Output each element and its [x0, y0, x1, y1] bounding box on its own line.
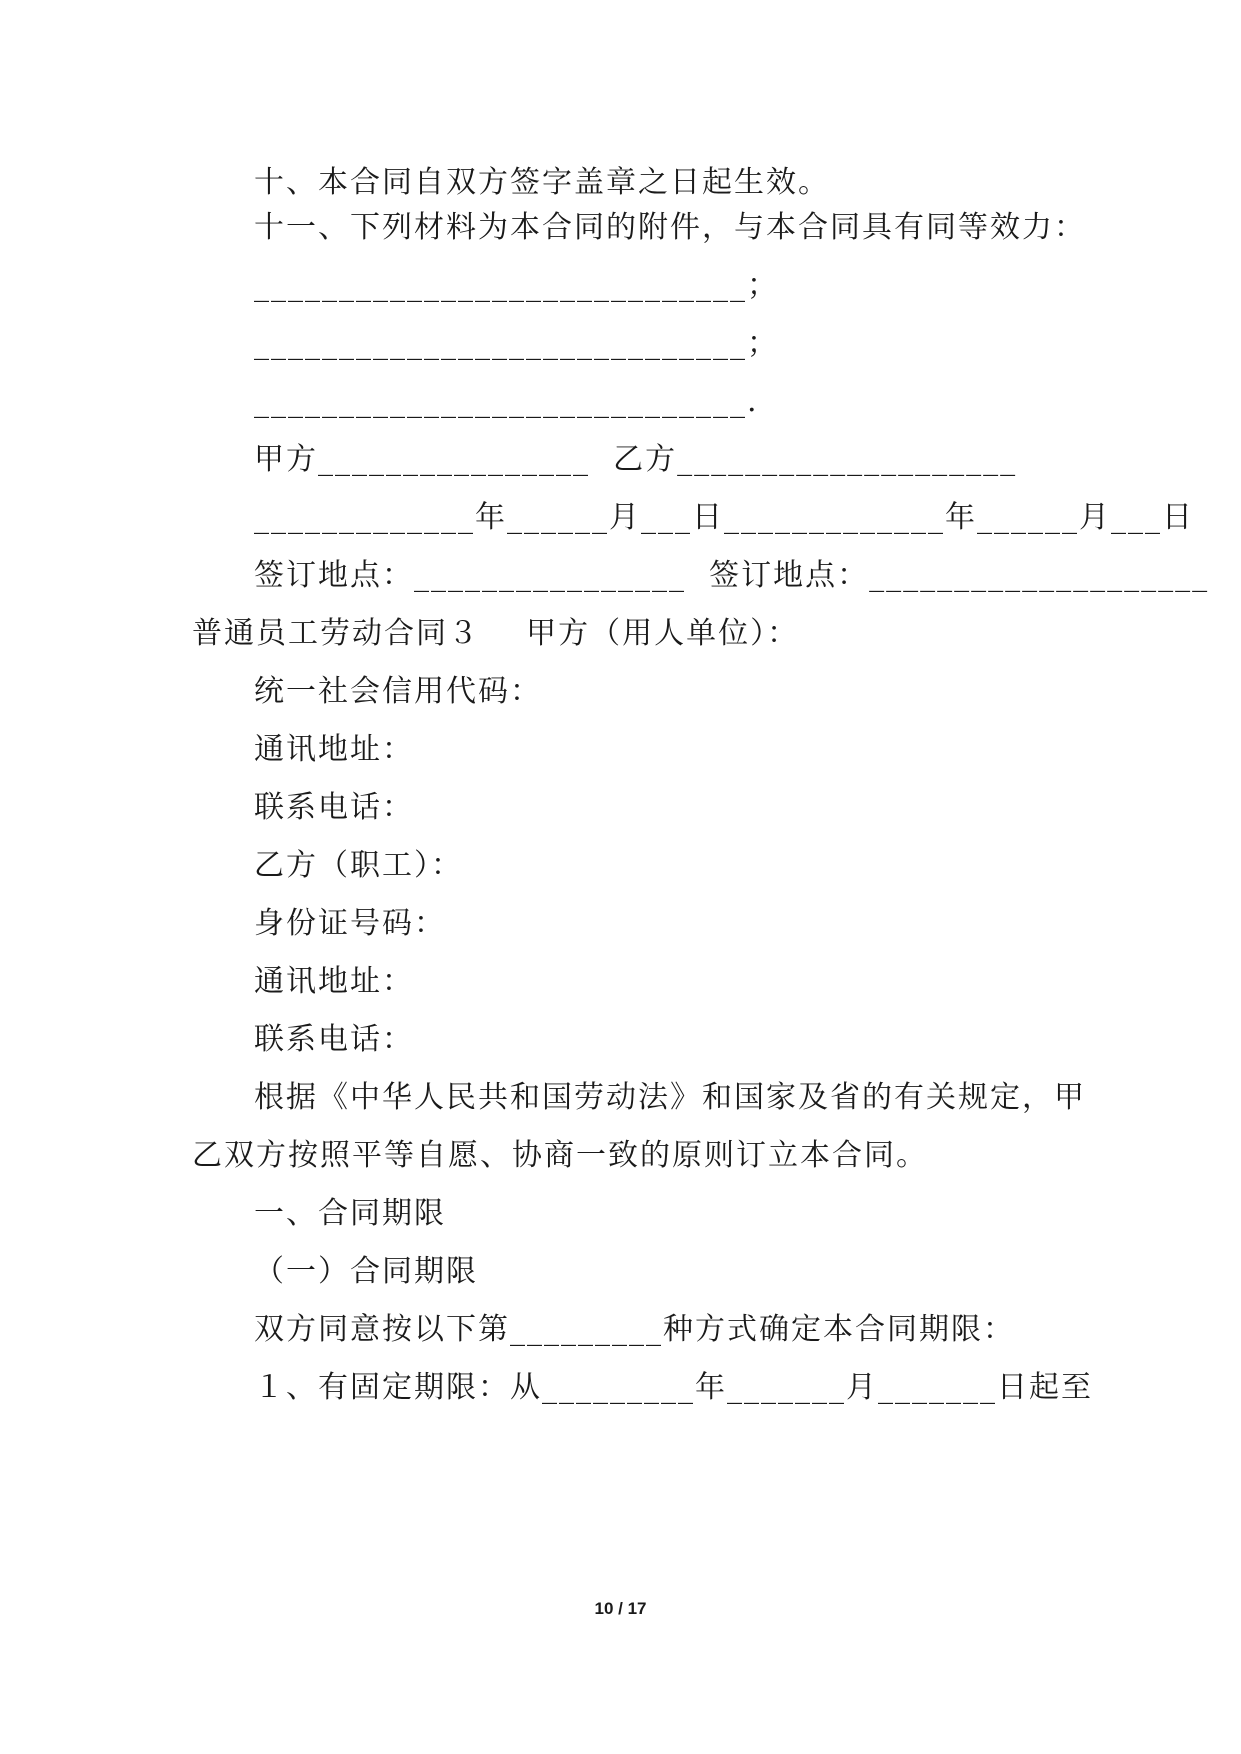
- signing-date-line: _____________年______月___日_____________年______月___日: [254, 500, 1194, 535]
- employer-address-field: 通讯地址：: [254, 732, 414, 767]
- preamble-line-2: 乙双方按照平等自愿、协商一致的原则订立本合同。: [192, 1138, 928, 1173]
- section-1-heading: 一、合同期限: [254, 1196, 446, 1231]
- attachment-blank-1: _____________________________；: [254, 268, 779, 303]
- clause-11: 十一、下列材料为本合同的附件，与本合同具有同等效力：: [254, 210, 1086, 245]
- preamble-line-1: 根据《中华人民共和国劳动法》和国家及省的有关规定，甲: [254, 1080, 1086, 1115]
- id-number-field: 身份证号码：: [254, 906, 446, 941]
- party-signature-line: 甲方________________ 乙方____________________: [254, 442, 1018, 477]
- credit-code-field: 统一社会信用代码：: [254, 674, 542, 709]
- employee-phone-field: 联系电话：: [254, 1022, 414, 1057]
- fixed-term-line: １、有固定期限：从_________年_______月_______日起至: [254, 1370, 1093, 1405]
- signing-place-line: 签订地点：________________ 签订地点：____________________: [254, 558, 1210, 593]
- clause-10: 十、本合同自双方签字盖章之日起生效。: [254, 165, 830, 200]
- term-method-line: 双方同意按以下第_________种方式确定本合同期限：: [254, 1312, 1015, 1347]
- employee-address-field: 通讯地址：: [254, 964, 414, 999]
- contract-heading: 普通员工劳动合同３ 甲方（用人单位）：: [192, 616, 800, 651]
- employer-phone-field: 联系电话：: [254, 790, 414, 825]
- page-number: 10 / 17: [594, 1599, 647, 1618]
- employee-party-field: 乙方（职工）：: [254, 848, 463, 883]
- subsection-1-heading: （一）合同期限: [254, 1254, 478, 1289]
- attachment-blank-2: _____________________________；: [254, 326, 779, 361]
- attachment-blank-3: _____________________________.: [254, 384, 759, 419]
